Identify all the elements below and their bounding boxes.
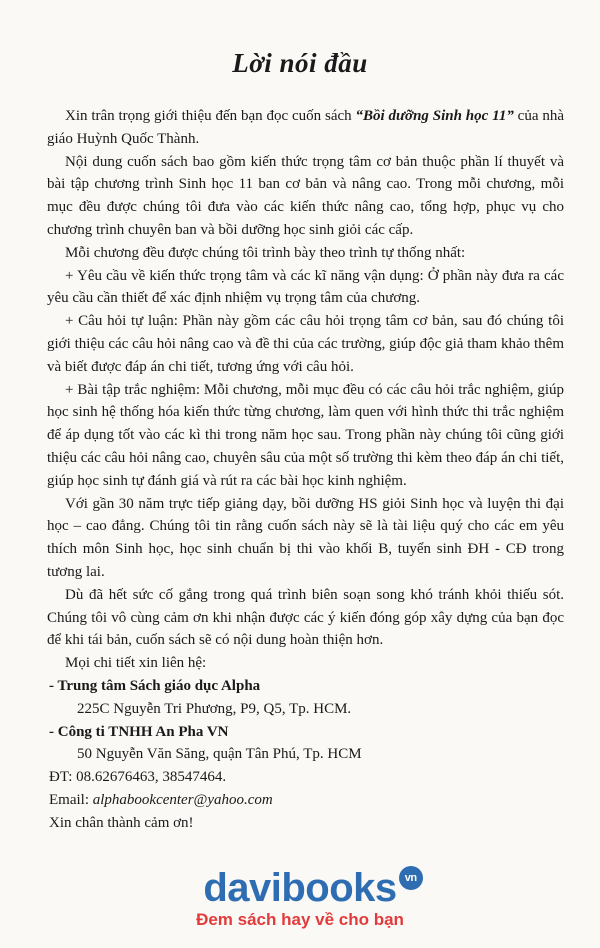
intro-paragraph — [47, 105, 564, 151]
paragraph-content: Nội dung cuốn sách bao gồm kiến thức trọng tâm cơ bản thuộc phần lí thuyết và bài tập chương trình Sinh học 11 ban cơ bản và nâng cao. Trong mỗi chương, mỗi mục đều được chúng tôi đưa vào các kiến thức nâng cao, tổng hợp, phục vụ cho chương trình chuyên ban và bồi dưỡng học sinh giỏi các cấp. — [47, 153, 564, 238]
book-title: “Bồi dưỡng Sinh học 11” — [355, 108, 514, 124]
davibooks-logo — [203, 866, 417, 910]
logo-text-books: books — [281, 866, 397, 910]
contact-org-alpha: - Trung tâm Sách giáo dục Alpha — [49, 677, 261, 694]
contact-address-alpha: 225C Nguyễn Tri Phương, P9, Q5, Tp. HCM. — [77, 700, 352, 717]
paragraph-essay-questions: + Câu hỏi tự luận: Phần này gồm các câu hỏi trọng tâm cơ bản, sau đó chúng tôi giới thiệu các câu hỏi nâng cao và đề thi của các trường, giúp độc giả tham khảo thêm và biết được đáp án chi tiết, tương ứng với câu hỏi. — [47, 313, 564, 375]
preface-body — [47, 105, 564, 835]
paragraph-experience: Với gần 30 năm trực tiếp giảng dạy, bồi dưỡng HS giỏi Sinh học và luyện thi đại học – cao đẳng. Chúng tôi tin rằng cuốn sách này sẽ là tài liệu quý cho các em yêu thích môn Sinh học, học sinh chuẩn bị thi vào khối B, tuyển sinh ĐH - CĐ trong tương lai. — [47, 495, 564, 580]
intro-author: của nhà giáo Huỳnh Quốc Thành. — [47, 108, 564, 147]
paragraph-structure: Mỗi chương đều được chúng tôi trình bày theo trình tự thống nhất: — [65, 244, 466, 261]
paragraph-multiple-choice: + Bài tập trắc nghiệm: Mỗi chương, mỗi mục đều có các câu hỏi trắc nghiệm, giúp học sinh hệ thống hóa kiến thức từng chương, làm quen với hình thức thi trắc nghiệm để áp dụng tốt vào các kì thi trong năm học sau. Trong phần này chúng tôi cũng giới thiệu các câu hỏi nâng cao, chuyên sâu của một số trường thi kèm theo đáp án chi tiết, giúp học sinh tự đánh giá và rút ra các bài học kinh nghiệm. — [47, 381, 564, 489]
contact-email — [47, 789, 564, 812]
paragraph-requirements: + Yêu cầu về kiến thức trọng tâm và các kĩ năng vận dụng: Ở phần này đưa ra các yêu cầu cần thiết để xác định nhiệm vụ trọng tâm của chương. — [47, 267, 564, 307]
brand-footer — [0, 868, 600, 930]
intro-text: Xin trân trọng giới thiệu đến bạn đọc cuốn sách — [65, 108, 356, 124]
vn-badge: vn — [399, 866, 423, 890]
logo-text-davi: davi — [203, 866, 282, 910]
contact-address-anpha: 50 Nguyễn Văn Săng, quận Tân Phú, Tp. HCM — [77, 746, 362, 763]
email-address[interactable]: alphabookcenter@yahoo.com — [92, 791, 273, 808]
brand-tagline: Đem sách hay về cho bạn — [196, 910, 404, 929]
email-label: Email: — [49, 791, 93, 808]
contact-phone: ĐT: 08.62676463, 38547464. — [49, 769, 227, 786]
page-title: Lời nói đầu — [232, 48, 368, 78]
contact-intro: Mọi chi tiết xin liên hệ: — [65, 655, 207, 672]
contact-org-anpha: - Công ti TNHH An Pha VN — [49, 723, 229, 740]
paragraph-feedback: Dù đã hết sức cố gắng trong quá trình biên soạn song khó tránh khỏi thiếu sót. Chúng tôi vô cùng cảm ơn khi nhận được các ý kiến đóng góp xây dựng của bạn đọc để khi tái bản, cuốn sách sẽ có nội dung hoàn thiện hơn. — [47, 586, 564, 649]
closing-thanks: Xin chân thành cảm ơn! — [49, 814, 194, 831]
